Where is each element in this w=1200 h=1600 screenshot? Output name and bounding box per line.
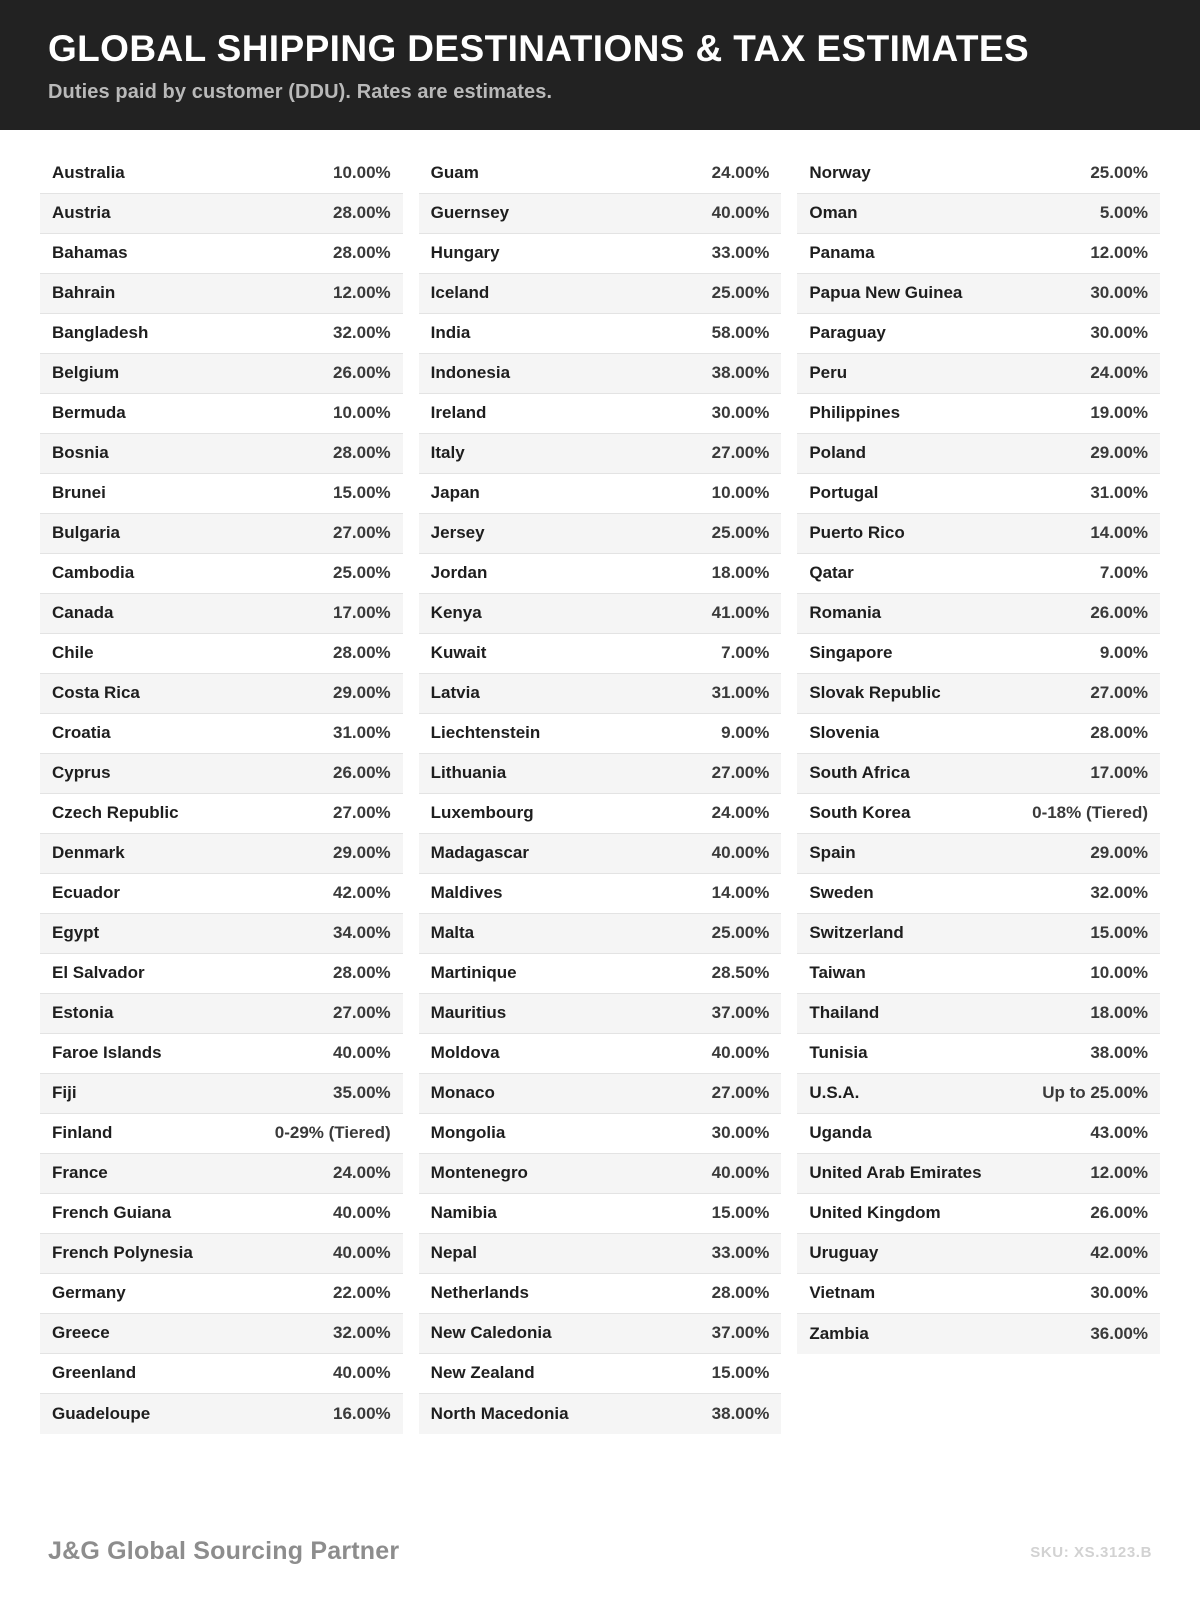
- tax-rate-value: 42.00%: [1090, 1243, 1149, 1263]
- tax-rate-value: 10.00%: [711, 483, 770, 503]
- tax-rate-value: 17.00%: [333, 603, 391, 623]
- tax-rate-value: 27.00%: [711, 1083, 770, 1103]
- table-row: [797, 1034, 1160, 1074]
- table-row: [40, 154, 403, 194]
- tax-rate-value: 32.00%: [333, 323, 391, 343]
- tax-rate-value: 31.00%: [711, 683, 770, 703]
- tax-rate-value: 7.00%: [1099, 563, 1149, 583]
- table-row: [419, 394, 782, 434]
- table-row: [419, 514, 782, 554]
- table-row: [40, 874, 403, 914]
- country-label: Portugal: [809, 483, 879, 503]
- tax-rate-value: 0-18% (Tiered): [1032, 803, 1149, 823]
- country-label: Hungary: [430, 243, 500, 263]
- table-row: [797, 274, 1160, 314]
- country-label: Jersey: [430, 523, 485, 543]
- country-label: El Salvador: [52, 963, 145, 983]
- country-label: Guam: [430, 163, 479, 183]
- country-label: Bosnia: [52, 443, 109, 463]
- tax-rate-value: 5.00%: [1099, 203, 1149, 223]
- country-label: Guernsey: [430, 203, 510, 223]
- table-row: [40, 194, 403, 234]
- country-label: Romania: [809, 603, 882, 623]
- tax-rate-value: 27.00%: [1090, 683, 1149, 703]
- rates-content: [0, 130, 1200, 1537]
- table-row: [419, 1354, 782, 1394]
- tax-rate-value: 12.00%: [333, 283, 391, 303]
- rates-column-3: [797, 154, 1160, 1354]
- country-label: Thailand: [809, 1003, 880, 1023]
- rates-column-1: [40, 154, 403, 1434]
- tax-rate-value: 27.00%: [333, 1003, 391, 1023]
- tax-rate-value: 32.00%: [1090, 883, 1149, 903]
- tax-rate-value: 58.00%: [711, 323, 770, 343]
- tax-rate-value: 40.00%: [333, 1243, 391, 1263]
- tax-rate-value: 30.00%: [711, 1123, 770, 1143]
- table-row: [797, 1154, 1160, 1194]
- tax-rate-value: 29.00%: [1090, 843, 1149, 863]
- country-label: Liechtenstein: [430, 723, 541, 743]
- tax-rate-value: 33.00%: [711, 1243, 770, 1263]
- tax-rate-value: 24.00%: [711, 163, 770, 183]
- page-header: [0, 0, 1200, 130]
- country-label: Malta: [430, 923, 475, 943]
- table-row: [419, 474, 782, 514]
- tax-rate-value: 30.00%: [711, 403, 770, 423]
- country-label: United Kingdom: [809, 1203, 941, 1223]
- country-label: Oman: [809, 203, 858, 223]
- tax-rate-value: 15.00%: [333, 483, 391, 503]
- table-row: [40, 1154, 403, 1194]
- tax-rate-value: 31.00%: [333, 723, 391, 743]
- table-row: [797, 434, 1160, 474]
- table-row: [797, 354, 1160, 394]
- tax-rate-value: 15.00%: [1090, 923, 1149, 943]
- country-label: Peru: [809, 363, 848, 383]
- tax-rate-value: 28.00%: [333, 643, 391, 663]
- table-row: [419, 1194, 782, 1234]
- tax-rate-value: 0-29% (Tiered): [274, 1123, 391, 1143]
- country-label: Mauritius: [430, 1003, 507, 1023]
- table-row: [40, 1354, 403, 1394]
- tax-rate-value: 41.00%: [711, 603, 770, 623]
- tax-rate-value: 15.00%: [711, 1203, 770, 1223]
- country-label: Germany: [52, 1283, 126, 1303]
- country-label: Indonesia: [430, 363, 511, 383]
- table-row: [797, 554, 1160, 594]
- tax-rate-value: 31.00%: [1090, 483, 1149, 503]
- table-row: [40, 954, 403, 994]
- tax-rate-value: 28.00%: [333, 203, 391, 223]
- country-label: North Macedonia: [430, 1403, 569, 1423]
- country-label: Panama: [809, 243, 875, 263]
- country-label: Czech Republic: [52, 803, 179, 823]
- tax-rate-value: 40.00%: [333, 1203, 391, 1223]
- country-label: Austria: [52, 203, 111, 223]
- table-row: [419, 1274, 782, 1314]
- tax-rate-value: 29.00%: [333, 683, 391, 703]
- table-row: [419, 834, 782, 874]
- tax-rate-value: 9.00%: [1099, 643, 1149, 663]
- tax-rate-value: 32.00%: [333, 1323, 391, 1343]
- table-row: [419, 594, 782, 634]
- table-row: [797, 954, 1160, 994]
- rates-columns: [40, 154, 1160, 1434]
- country-label: South Korea: [809, 803, 911, 823]
- tax-rate-value: 26.00%: [333, 763, 391, 783]
- table-row: [797, 594, 1160, 634]
- table-row: [419, 1034, 782, 1074]
- page-title: GLOBAL SHIPPING DESTINATIONS & TAX ESTIMATES: [48, 28, 1030, 69]
- table-row: [40, 514, 403, 554]
- tax-rate-value: 38.00%: [711, 363, 770, 383]
- table-row: [40, 1074, 403, 1114]
- table-row: [419, 234, 782, 274]
- tax-rate-value: 40.00%: [711, 203, 770, 223]
- country-label: Mongolia: [430, 1123, 506, 1143]
- country-label: Netherlands: [430, 1283, 529, 1303]
- country-label: Martinique: [430, 963, 517, 983]
- table-row: [40, 634, 403, 674]
- table-row: [797, 514, 1160, 554]
- tax-rate-value: 26.00%: [1090, 603, 1149, 623]
- table-row: [40, 434, 403, 474]
- tax-rate-value: 10.00%: [1090, 963, 1149, 983]
- table-row: [419, 1114, 782, 1154]
- country-label: Slovak Republic: [809, 683, 941, 703]
- table-row: [40, 1394, 403, 1434]
- country-label: Namibia: [430, 1203, 497, 1223]
- country-label: Philippines: [809, 403, 901, 423]
- country-label: Costa Rica: [52, 683, 140, 703]
- table-row: [797, 1074, 1160, 1114]
- tax-rate-value: 28.00%: [333, 243, 391, 263]
- tax-rate-value: 26.00%: [1090, 1203, 1149, 1223]
- tax-rate-value: 19.00%: [1090, 403, 1149, 423]
- table-row: [40, 554, 403, 594]
- country-label: Moldova: [430, 1043, 500, 1063]
- country-label: Spain: [809, 843, 856, 863]
- table-row: [419, 754, 782, 794]
- country-label: Maldives: [430, 883, 503, 903]
- country-label: Lithuania: [430, 763, 507, 783]
- table-row: [419, 154, 782, 194]
- tax-rate-value: 30.00%: [1090, 283, 1149, 303]
- country-label: U.S.A.: [809, 1083, 860, 1103]
- table-row: [419, 434, 782, 474]
- tax-rate-value: 25.00%: [1090, 163, 1149, 183]
- tax-rate-value: 25.00%: [711, 283, 770, 303]
- tax-rate-value: 29.00%: [333, 843, 391, 863]
- tax-rate-value: 25.00%: [711, 523, 770, 543]
- tax-rate-value: 40.00%: [711, 843, 770, 863]
- table-row: [797, 714, 1160, 754]
- country-label: Uruguay: [809, 1243, 879, 1263]
- country-label: Estonia: [52, 1003, 114, 1023]
- tax-rate-value: 17.00%: [1090, 763, 1149, 783]
- tax-rate-value: 28.50%: [711, 963, 770, 983]
- tax-rate-value: 16.00%: [333, 1403, 391, 1423]
- country-label: Finland: [52, 1123, 113, 1143]
- tax-rate-value: 38.00%: [1090, 1043, 1149, 1063]
- table-row: [40, 474, 403, 514]
- country-label: Montenegro: [430, 1163, 528, 1183]
- country-label: Bangladesh: [52, 323, 149, 343]
- country-label: Norway: [809, 163, 871, 183]
- table-row: [797, 234, 1160, 274]
- country-label: United Arab Emirates: [809, 1163, 982, 1183]
- tax-rate-value: 28.00%: [333, 443, 391, 463]
- country-label: New Zealand: [430, 1363, 535, 1383]
- tax-rate-value: 43.00%: [1090, 1123, 1149, 1143]
- country-label: Cambodia: [52, 563, 135, 583]
- country-label: Paraguay: [809, 323, 886, 343]
- table-row: [40, 594, 403, 634]
- table-row: [40, 1114, 403, 1154]
- country-label: Sweden: [809, 883, 874, 903]
- table-row: [40, 274, 403, 314]
- country-label: Latvia: [430, 683, 480, 703]
- table-row: [797, 634, 1160, 674]
- country-label: French Polynesia: [52, 1243, 193, 1263]
- table-row: [797, 874, 1160, 914]
- table-row: [40, 1234, 403, 1274]
- country-label: Canada: [52, 603, 114, 623]
- tax-rate-value: 22.00%: [333, 1283, 391, 1303]
- country-label: Singapore: [809, 643, 893, 663]
- tax-rate-value: 30.00%: [1090, 1283, 1149, 1303]
- country-label: Faroe Islands: [52, 1043, 162, 1063]
- country-label: Bulgaria: [52, 523, 121, 543]
- table-row: [419, 354, 782, 394]
- table-row: [40, 714, 403, 754]
- country-label: Greenland: [52, 1363, 137, 1383]
- table-row: [419, 314, 782, 354]
- table-row: [40, 314, 403, 354]
- table-row: [797, 474, 1160, 514]
- tax-rate-value: 28.00%: [1090, 723, 1149, 743]
- table-row: [40, 1194, 403, 1234]
- table-row: [40, 834, 403, 874]
- table-row: [797, 994, 1160, 1034]
- country-label: Ireland: [430, 403, 487, 423]
- country-label: Bahrain: [52, 283, 116, 303]
- table-row: [419, 634, 782, 674]
- country-label: Fiji: [52, 1083, 77, 1103]
- tax-rate-value: 25.00%: [711, 923, 770, 943]
- tax-rate-value: 29.00%: [1090, 443, 1149, 463]
- tax-rate-value: 28.00%: [711, 1283, 770, 1303]
- table-row: [797, 394, 1160, 434]
- table-row: [797, 794, 1160, 834]
- table-row: [797, 1194, 1160, 1234]
- tax-rate-value: 26.00%: [333, 363, 391, 383]
- tax-rate-value: 37.00%: [711, 1323, 770, 1343]
- tax-rate-value: 36.00%: [1090, 1323, 1149, 1343]
- table-row: [797, 674, 1160, 714]
- country-label: Vietnam: [809, 1283, 876, 1303]
- table-row: [797, 194, 1160, 234]
- table-row: [419, 874, 782, 914]
- tax-rate-value: 7.00%: [721, 643, 770, 663]
- tax-rate-value: 18.00%: [1090, 1003, 1149, 1023]
- tax-rate-value: 10.00%: [333, 163, 391, 183]
- table-row: [40, 1274, 403, 1314]
- table-row: [40, 794, 403, 834]
- country-label: Luxembourg: [430, 803, 534, 823]
- country-label: South Africa: [809, 763, 910, 783]
- table-row: [797, 754, 1160, 794]
- country-label: Belgium: [52, 363, 120, 383]
- country-label: Kuwait: [430, 643, 487, 663]
- table-row: [419, 674, 782, 714]
- tax-rate-value: 24.00%: [1090, 363, 1149, 383]
- tax-rate-value: 9.00%: [721, 723, 770, 743]
- table-row: [797, 1274, 1160, 1314]
- table-row: [419, 794, 782, 834]
- table-row: [40, 1034, 403, 1074]
- country-label: Denmark: [52, 843, 125, 863]
- table-row: [40, 394, 403, 434]
- country-label: Iceland: [430, 283, 490, 303]
- table-row: [419, 1314, 782, 1354]
- tax-rate-value: 14.00%: [711, 883, 770, 903]
- table-row: [40, 354, 403, 394]
- country-label: Poland: [809, 443, 867, 463]
- table-row: [419, 1234, 782, 1274]
- tax-rate-value: 14.00%: [1090, 523, 1149, 543]
- country-label: Greece: [52, 1323, 110, 1343]
- tax-rate-value: 18.00%: [711, 563, 770, 583]
- country-label: Papua New Guinea: [809, 283, 963, 303]
- table-row: [419, 194, 782, 234]
- table-row: [797, 1314, 1160, 1354]
- tax-rate-value: 34.00%: [333, 923, 391, 943]
- country-label: Slovenia: [809, 723, 880, 743]
- table-row: [40, 914, 403, 954]
- table-row: [419, 714, 782, 754]
- tax-rate-value: 40.00%: [333, 1043, 391, 1063]
- tax-rate-value: 40.00%: [711, 1163, 770, 1183]
- tax-rate-value: 40.00%: [711, 1043, 770, 1063]
- country-label: Italy: [430, 443, 465, 463]
- country-label: Madagascar: [430, 843, 529, 863]
- country-label: Zambia: [809, 1323, 869, 1343]
- tax-rate-value: 27.00%: [333, 523, 391, 543]
- tax-rate-value: 38.00%: [711, 1403, 770, 1423]
- tax-rate-value: 28.00%: [333, 963, 391, 983]
- tax-rate-value: 27.00%: [333, 803, 391, 823]
- tax-rate-value: 42.00%: [333, 883, 391, 903]
- country-label: Tunisia: [809, 1043, 868, 1063]
- table-row: [797, 314, 1160, 354]
- tax-rate-value: 37.00%: [711, 1003, 770, 1023]
- page-footer: [0, 1537, 1200, 1600]
- table-row: [797, 154, 1160, 194]
- country-label: Croatia: [52, 723, 111, 743]
- country-label: Chile: [52, 643, 94, 663]
- country-label: Brunei: [52, 483, 106, 503]
- country-label: Puerto Rico: [809, 523, 905, 543]
- table-row: [419, 954, 782, 994]
- tax-rate-value: 27.00%: [711, 443, 770, 463]
- brand-label: J&G Global Sourcing Partner: [48, 1537, 400, 1565]
- tax-rate-value: 35.00%: [333, 1083, 391, 1103]
- country-label: French Guiana: [52, 1203, 172, 1223]
- tax-rate-value: 27.00%: [711, 763, 770, 783]
- table-row: [797, 834, 1160, 874]
- country-label: Bahamas: [52, 243, 128, 263]
- country-label: Qatar: [809, 563, 854, 583]
- tax-rate-value: 12.00%: [1090, 243, 1149, 263]
- tax-rate-value: 24.00%: [711, 803, 770, 823]
- table-row: [419, 994, 782, 1034]
- table-row: [419, 1074, 782, 1114]
- table-row: [797, 914, 1160, 954]
- tax-rate-value: 30.00%: [1090, 323, 1149, 343]
- tax-rate-value: 40.00%: [333, 1363, 391, 1383]
- tax-rate-value: 33.00%: [711, 243, 770, 263]
- country-label: Egypt: [52, 923, 100, 943]
- country-label: France: [52, 1163, 108, 1183]
- tax-rate-value: 25.00%: [333, 563, 391, 583]
- tax-rate-value: 15.00%: [711, 1363, 770, 1383]
- tax-rate-value: Up to 25.00%: [1042, 1083, 1149, 1103]
- table-row: [797, 1234, 1160, 1274]
- table-row: [797, 1114, 1160, 1154]
- table-row: [419, 1394, 782, 1434]
- country-label: Guadeloupe: [52, 1403, 151, 1423]
- rates-column-2: [419, 154, 782, 1434]
- country-label: Japan: [430, 483, 480, 503]
- country-label: Cyprus: [52, 763, 111, 783]
- table-row: [40, 994, 403, 1034]
- table-row: [40, 754, 403, 794]
- country-label: Uganda: [809, 1123, 872, 1143]
- country-label: Ecuador: [52, 883, 121, 903]
- country-label: Switzerland: [809, 923, 904, 943]
- country-label: Jordan: [430, 563, 488, 583]
- table-row: [419, 554, 782, 594]
- tax-rate-value: 12.00%: [1090, 1163, 1149, 1183]
- table-row: [40, 234, 403, 274]
- table-row: [419, 274, 782, 314]
- country-label: India: [430, 323, 471, 343]
- country-label: Kenya: [430, 603, 482, 623]
- sku-label: SKU: XS.3123.B: [1030, 1544, 1152, 1561]
- country-label: Monaco: [430, 1083, 495, 1103]
- page-subtitle: Duties paid by customer (DDU). Rates are estimates.: [48, 80, 553, 103]
- table-row: [419, 1154, 782, 1194]
- country-label: Taiwan: [809, 963, 866, 983]
- tax-rate-value: 10.00%: [333, 403, 391, 423]
- table-row: [40, 1314, 403, 1354]
- table-row: [40, 674, 403, 714]
- country-label: New Caledonia: [430, 1323, 552, 1343]
- country-label: Bermuda: [52, 403, 126, 423]
- country-label: Nepal: [430, 1243, 477, 1263]
- table-row: [419, 914, 782, 954]
- tax-rate-value: 24.00%: [333, 1163, 391, 1183]
- country-label: Australia: [52, 163, 125, 183]
